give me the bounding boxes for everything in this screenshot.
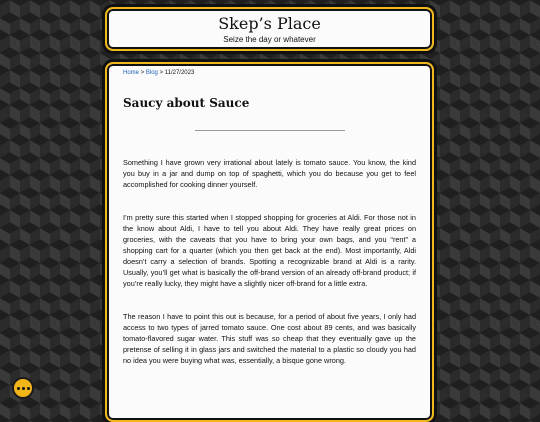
post-paragraph: I’m pretty sure this started when I stopped shopping for groceries at Aldi. For those not in the know about Aldi, I have to tell you about Aldi. They have really great prices on groceries, with the caveats that you have to bring your own bags, and you “rent” a shopping cart for a quarter (which you then get back at the end). Most importantly, Aldi doesn’t carry a selection of brands. Spotting a recognizable brand at Aldi is a rarity. Usually, you’ll get what is basically the off-brand version of an already off-brand product; if you’re really lucky, they might have a slightly nicer off-brand for a little extra. [123, 213, 416, 288]
breadcrumb-home-link[interactable]: Home [123, 70, 140, 76]
breadcrumb-current-date: 11/27/2023 [164, 70, 195, 76]
post-title: Saucy about Sauce [123, 96, 250, 110]
title-divider [195, 130, 345, 131]
site-title[interactable]: Skep’s Place [218, 14, 321, 33]
more-horizontal-icon [27, 387, 30, 390]
more-horizontal-icon [22, 387, 25, 390]
site-header [105, 7, 434, 51]
breadcrumb-separator: > [157, 70, 165, 76]
more-menu-button[interactable] [12, 377, 34, 399]
post-container [105, 62, 434, 422]
post-paragraph: The reason I have to point this out is because, for a period of about five years, I only had access to two types of jarred tomato sauce. One cost about 89 cents, and was basically tomato-flavored sugar water. This stuff was so cheap that they eventually gave up the pretense of selling it in glass jars and switched the material to a plastic so cloudy you had no idea you were buying what was, essentially, a bisque gone wrong. [123, 312, 416, 365]
post-paragraph: Something I have grown very irrational about lately is tomato sauce. You know, the kind you buy in a jar and dump on top of spaghetti, which you do because you get to feel accomplished for cooking dinner yourself. [123, 158, 416, 189]
more-horizontal-icon [17, 387, 20, 390]
site-tagline: Seize the day or whatever [223, 35, 316, 44]
breadcrumb [123, 70, 416, 76]
breadcrumb-blog-link[interactable]: Blog [145, 70, 158, 76]
breadcrumb-separator: > [139, 70, 146, 76]
